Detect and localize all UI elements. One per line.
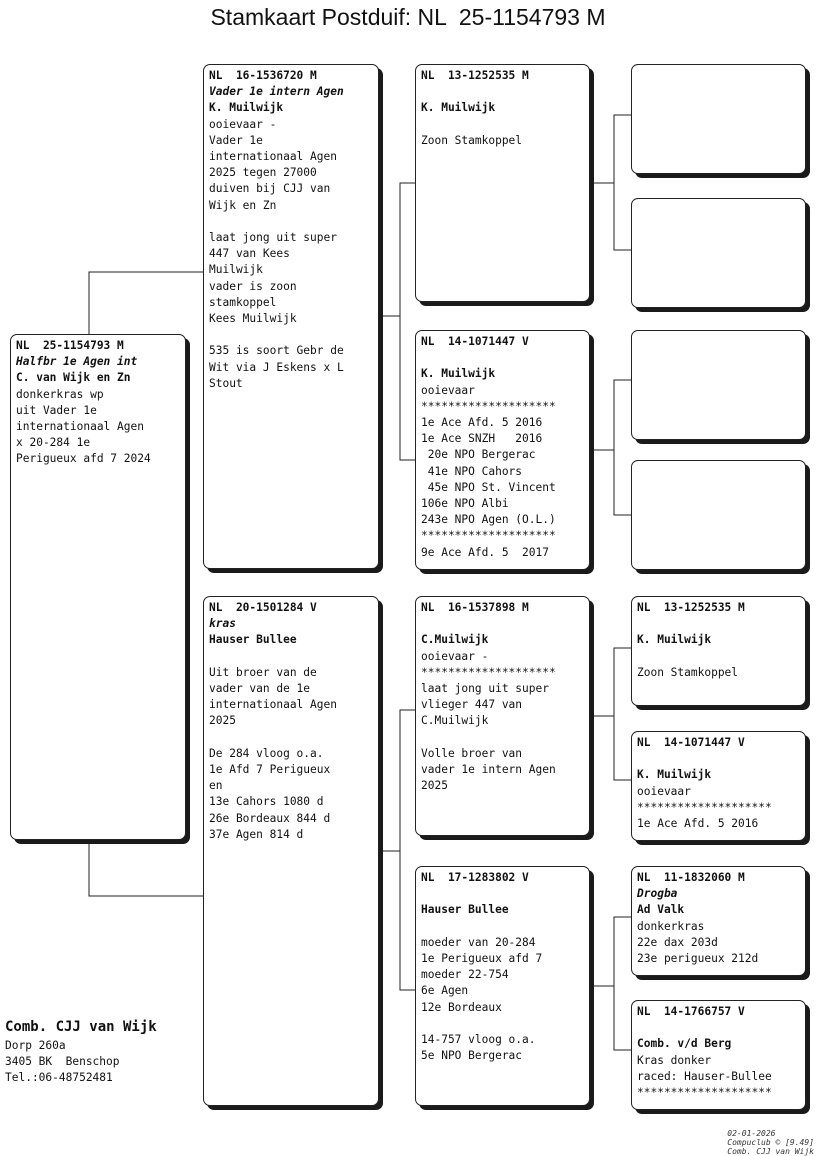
note-line: De 284 vloog o.a. (209, 746, 324, 760)
ring-number: NL 17-1283802 V (421, 871, 529, 884)
pigeon-card-mother-father[interactable] (415, 596, 590, 836)
card-notes (421, 649, 584, 795)
pigeon-card-ffm[interactable] (631, 198, 806, 308)
note-line: ******************** (421, 665, 556, 679)
note-line: internationaal Agen (16, 420, 144, 434)
page-footer (704, 1120, 814, 1156)
pigeon-card-mmf[interactable] (631, 866, 806, 976)
breeder-name: K. Muilwijk (637, 768, 712, 782)
note-line (421, 919, 584, 935)
note-line: ooievaar - (421, 649, 489, 663)
card-notes (637, 919, 800, 968)
pigeon-nickname: kras (209, 617, 236, 631)
footer-software: Compuclub © [9.49] (727, 1138, 814, 1147)
ring-number: NL 14-1071447 V (421, 335, 529, 348)
pigeon-nickname (637, 1020, 800, 1036)
note-line: raced: Hauser-Bullee (637, 1069, 772, 1083)
note-line: ******************** (637, 800, 772, 814)
pigeon-card-main[interactable] (10, 334, 186, 840)
pigeon-nickname (421, 350, 584, 366)
note-line: internationaal Agen (209, 150, 337, 164)
note-line: moeder 22-754 (421, 968, 509, 982)
note-line: 20e NPO Bergerac (421, 448, 536, 462)
owner-phone: Tel.:06-48752481 (5, 1071, 113, 1084)
note-line: ooievaar (421, 383, 475, 397)
note-line: ooievaar - (209, 117, 277, 131)
owner-name: Comb. CJJ van Wijk (5, 1019, 157, 1035)
note-line (209, 327, 373, 343)
note-line: internationaal Agen (209, 698, 337, 712)
pigeon-card-mmm[interactable] (631, 1000, 806, 1110)
footer-date: 02-01-2026 (727, 1129, 776, 1138)
note-line: duiven bij CJJ van (209, 182, 331, 196)
note-line: uit Vader 1e (16, 403, 97, 417)
note-line (421, 730, 584, 746)
ring-number (637, 68, 800, 84)
pigeon-card-father-mother[interactable] (415, 330, 590, 570)
note-line: Wit via J Eskens x L (209, 360, 344, 374)
note-line: vader is zoon (209, 279, 297, 293)
ring-number: NL 14-1766757 V (637, 1005, 745, 1018)
pigeon-nickname (637, 751, 800, 767)
pigeon-nickname (637, 616, 800, 632)
note-line: 45e NPO St. Vincent (421, 480, 556, 494)
ring-number: NL 20-1501284 V (209, 601, 317, 614)
note-line: vader van de 1e (209, 682, 311, 695)
note-line: 13e Cahors 1080 d (209, 795, 324, 809)
note-line: 106e NPO Albi (421, 497, 509, 511)
note-line: 447 van Kees (209, 247, 290, 261)
ring-number (637, 464, 800, 480)
ring-number: NL 13-1252535 M (637, 601, 745, 614)
note-line (209, 730, 373, 746)
note-line: 37e Agen 814 d (209, 827, 304, 841)
breeder-name: Comb. v/d Berg (637, 1037, 732, 1051)
note-line: laat jong uit super (421, 682, 549, 695)
note-line: 23e perigueux 212d (637, 952, 759, 966)
pigeon-nickname (421, 616, 584, 632)
note-line: Muilwijk (209, 263, 263, 277)
pigeon-card-fmf[interactable] (631, 330, 806, 440)
card-notes (637, 649, 800, 681)
note-line: 2025 tegen 27000 (209, 166, 317, 180)
note-line: donkerkras (637, 919, 705, 933)
pigeon-card-fmm[interactable] (631, 460, 806, 570)
card-notes (637, 784, 800, 833)
footer-owner: Comb. CJJ van Wijk (727, 1147, 814, 1156)
pigeon-card-father[interactable] (203, 64, 379, 569)
note-line: ******************** (421, 529, 556, 543)
page-title: Stamkaart Postduif: NL 25-1154793 M (210, 4, 606, 30)
note-line: 1e Afd 7 Perigueux (209, 763, 331, 776)
breeder-name: Hauser Bullee (209, 633, 297, 647)
note-line: 1e Ace Afd. 5 2016 (421, 416, 543, 429)
breeder-name: K. Muilwijk (421, 367, 496, 381)
ring-number: NL 25-1154793 M (16, 339, 124, 352)
note-line: Uit broer van de (209, 665, 317, 679)
note-line (421, 1016, 584, 1032)
pigeon-nickname (421, 84, 584, 100)
pigeon-card-mff[interactable] (631, 596, 806, 706)
breeder-name: K. Muilwijk (209, 101, 284, 115)
pigeon-card-mfm[interactable] (631, 731, 806, 841)
note-line: Zoon Stamkoppel (421, 133, 523, 147)
note-line: vader 1e intern Agen (421, 763, 556, 776)
note-line: Vader 1e (209, 133, 263, 147)
note-line: 41e NPO Cahors (421, 464, 523, 478)
note-line: 26e Bordeaux 844 d (209, 811, 331, 825)
note-line (637, 649, 800, 665)
note-line: x 20-284 1e (16, 436, 91, 450)
pigeon-card-mother-mother[interactable] (415, 866, 590, 1106)
ring-number: NL 13-1252535 M (421, 69, 529, 82)
note-line: 9e Ace Afd. 5 2017 (421, 545, 549, 559)
note-line: ******************** (637, 1086, 772, 1099)
card-notes (421, 383, 584, 561)
note-line: Kees Muilwijk (209, 312, 297, 326)
pigeon-nickname: Halfbr 1e Agen int (16, 355, 138, 369)
breeder-name: K. Muilwijk (637, 633, 712, 647)
note-line: 1e Ace Afd. 5 2016 (637, 817, 759, 830)
card-notes (421, 117, 584, 149)
note-line: 6e Agen (421, 984, 469, 998)
note-line: C.Muilwijk (421, 714, 489, 728)
note-line: laat jong uit super (209, 231, 337, 245)
ring-number (637, 334, 800, 350)
card-notes (16, 387, 180, 468)
breeder-name: C.Muilwijk (421, 633, 489, 647)
breeder-name: Hauser Bullee (421, 903, 509, 917)
pigeon-nickname: Drogba (637, 887, 678, 901)
note-line: ******************** (421, 399, 556, 413)
note-line: en (209, 779, 223, 793)
note-line: moeder van 20-284 (421, 935, 536, 949)
note-line: Volle broer van (421, 746, 523, 760)
note-line: Zoon Stamkoppel (637, 665, 739, 679)
note-line: 2025 (209, 714, 236, 728)
pigeon-card-fff[interactable] (631, 64, 806, 174)
note-line: Perigueux afd 7 2024 (16, 452, 151, 466)
note-line: 22e dax 203d (637, 935, 718, 949)
ring-number: NL 16-1536720 M (209, 69, 317, 82)
ring-number: NL 11-1832060 M (637, 871, 745, 884)
card-notes (209, 117, 373, 392)
card-notes (421, 919, 584, 1065)
note-line (209, 214, 373, 230)
note-line (421, 117, 584, 133)
note-line: Wijk en Zn (209, 198, 277, 212)
note-line: 1e Ace SNZH 2016 (421, 432, 543, 446)
pigeon-nickname (421, 886, 584, 902)
note-line: 2025 (421, 779, 448, 793)
ring-number: NL 14-1071447 V (637, 736, 745, 749)
note-line (209, 649, 373, 665)
note-line: donkerkras wp (16, 387, 104, 401)
note-line: Stout (209, 376, 243, 390)
note-line: stamkoppel (209, 295, 277, 309)
note-line: 12e Bordeaux (421, 1000, 502, 1014)
note-line: 5e NPO Bergerac (421, 1049, 523, 1063)
pigeon-card-father-father[interactable] (415, 64, 590, 302)
pigeon-card-mother[interactable] (203, 596, 379, 1106)
ring-number (637, 202, 800, 218)
pigeon-nickname: Vader 1e intern Agen (209, 85, 344, 99)
owner-info (5, 1016, 157, 1086)
note-line: 14-757 vloog o.a. (421, 1032, 536, 1046)
owner-address: Dorp 260a (5, 1039, 66, 1052)
note-line: 535 is soort Gebr de (209, 344, 344, 358)
card-notes (209, 649, 373, 843)
note-line: 243e NPO Agen (O.L.) (421, 513, 556, 527)
breeder-name: Ad Valk (637, 903, 685, 917)
ring-number: NL 16-1537898 M (421, 601, 529, 614)
note-line: ooievaar (637, 784, 691, 798)
note-line: vlieger 447 van (421, 698, 523, 712)
note-line: Kras donker (637, 1053, 712, 1067)
breeder-name: C. van Wijk en Zn (16, 371, 131, 385)
card-notes (637, 1053, 800, 1102)
owner-city: 3405 BK Benschop (5, 1055, 120, 1068)
note-line: 1e Perigueux afd 7 (421, 951, 543, 965)
breeder-name: K. Muilwijk (421, 101, 496, 115)
